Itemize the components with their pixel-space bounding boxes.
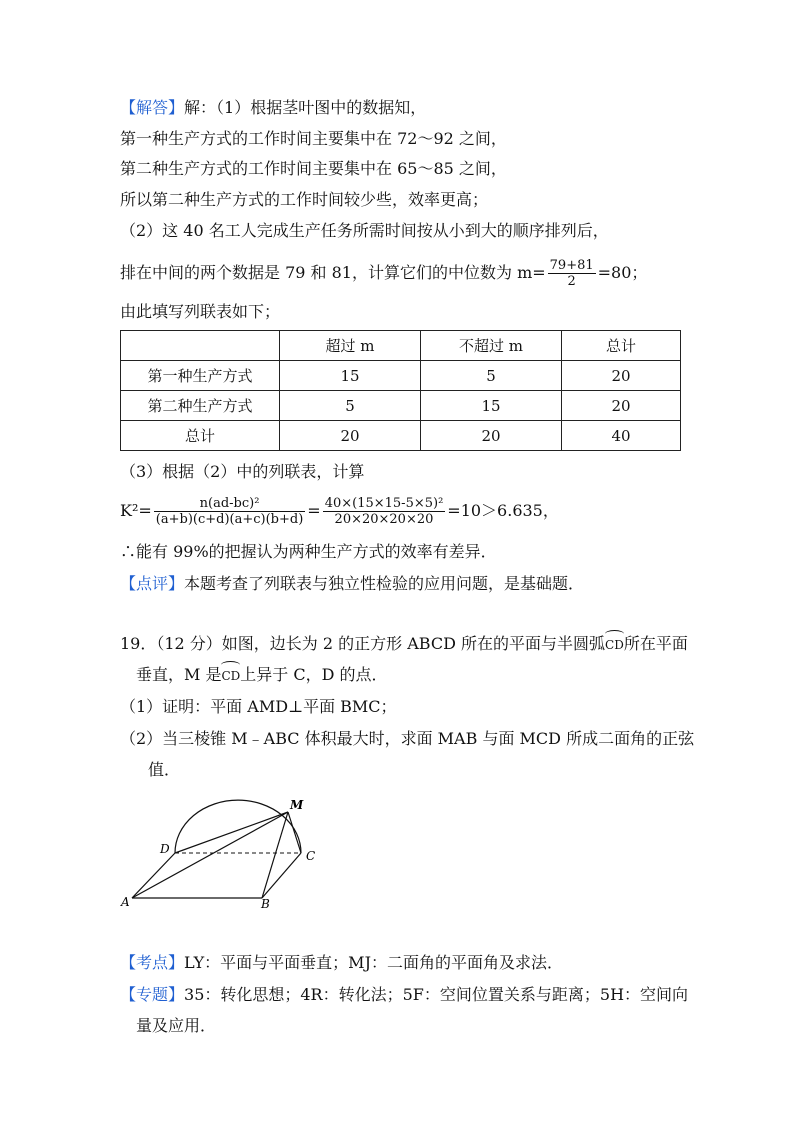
zhuanti-tag: 【专题】 xyxy=(120,985,185,1004)
table-cell: 15 xyxy=(421,391,562,421)
arc-cd-label-2: CD xyxy=(221,665,240,687)
problem-19-line-1 xyxy=(120,633,688,656)
arc-cd-label: CD xyxy=(605,634,624,656)
contingency-table xyxy=(120,330,681,451)
table-header-cell xyxy=(121,331,280,361)
k2-fraction-values xyxy=(323,496,446,527)
answer-line-3: 第二种生产方式的工作时间主要集中在 65～85 之间， xyxy=(120,159,507,178)
table-row xyxy=(121,391,681,421)
problem-19-text: 19．（12 分）如图，边长为 2 的正方形 ABCD 所在的平面与半圆弧 xyxy=(120,634,606,653)
k2-label: K²= xyxy=(120,501,152,520)
problem-part-1: （1）证明：平面 AMD⊥平面 BMC； xyxy=(120,697,397,716)
table-header-cell: 总计 xyxy=(562,331,681,361)
label-a: A xyxy=(121,895,130,909)
comment-tag: 【点评】 xyxy=(120,574,185,593)
answer-line-9: ∴能有 99%的把握认为两种生产方式的效率有差异． xyxy=(120,542,497,561)
answer-intro: 解：（1）根据茎叶图中的数据知， xyxy=(184,98,427,117)
answer-line-7: 由此填写列联表如下； xyxy=(120,302,281,321)
label-m: M xyxy=(290,798,304,812)
answer-line-2: 第一种生产方式的工作时间主要集中在 72～92 之间， xyxy=(120,129,507,148)
k2-fraction-general xyxy=(154,496,306,527)
median-numerator: 79+81 xyxy=(549,258,594,273)
semicircle-arc xyxy=(175,800,301,853)
table-cell: 20 xyxy=(562,391,681,421)
table-cell: 40 xyxy=(562,421,681,451)
problem-part-2-cont: 值． xyxy=(148,760,181,779)
median-result: =80； xyxy=(597,263,648,282)
problem-19-line-2-end: 上异于 C，D 的点． xyxy=(240,665,388,684)
geometry-figure xyxy=(118,793,328,913)
comment-text: 本题考查了列联表与独立性检验的应用问题，是基础题． xyxy=(184,574,585,593)
answer-line-6 xyxy=(120,258,647,289)
table-cell: 第一种生产方式 xyxy=(121,361,280,391)
label-d: D xyxy=(160,842,170,856)
k2-numerator-general: n(ad-bc)² xyxy=(154,496,306,512)
answer-tag: 【解答】 xyxy=(120,98,185,117)
problem-19-text-end: 所在平面 xyxy=(623,634,688,653)
kaodian-text: LY：平面与平面垂直；MJ：二面角的平面角及求法． xyxy=(184,953,563,972)
edge-am xyxy=(132,812,288,898)
median-fraction xyxy=(548,258,596,289)
table-cell: 15 xyxy=(280,361,421,391)
edge-cm xyxy=(288,812,301,853)
edge-dm xyxy=(175,812,288,853)
table-cell: 20 xyxy=(562,361,681,391)
k2-denominator-values: 20×20×20×20 xyxy=(334,512,434,527)
answer-intro-line xyxy=(120,97,426,119)
problem-19-line-2-start: 垂直，M 是 xyxy=(136,665,222,684)
comment-line xyxy=(120,573,584,595)
zhuanti-line-2: 量及应用． xyxy=(136,1016,217,1035)
table-cell: 5 xyxy=(280,391,421,421)
k2-numerator-values: 40×(15×15-5×5)² xyxy=(324,496,444,511)
table-row xyxy=(121,361,681,391)
edge-bm xyxy=(262,812,288,898)
table-cell: 总计 xyxy=(121,421,280,451)
median-denominator: 2 xyxy=(567,274,576,289)
kaodian-tag: 【考点】 xyxy=(120,953,185,972)
table-cell: 20 xyxy=(421,421,562,451)
problem-19-line-2 xyxy=(136,664,388,687)
table-row xyxy=(121,421,681,451)
table-cell: 20 xyxy=(280,421,421,451)
kaodian-line xyxy=(120,952,563,974)
k2-denominator-general: (a+b)(c+d)(a+c)(b+d) xyxy=(155,512,304,527)
label-c: C xyxy=(306,849,316,863)
table-header-cell: 不超过 m xyxy=(421,331,562,361)
k2-result: =10＞6.635， xyxy=(447,501,559,520)
k2-formula xyxy=(120,496,559,527)
table-header-cell: 超过 m xyxy=(280,331,421,361)
edge-ad xyxy=(132,853,175,898)
edge-bc xyxy=(262,853,301,898)
k2-equals: = xyxy=(307,501,321,520)
problem-part-2: （2）当三棱锥 M﹣ABC 体积最大时，求面 MAB 与面 MCD 所成二面角的正弦 xyxy=(120,729,695,748)
table-cell: 第二种生产方式 xyxy=(121,391,280,421)
zhuanti-line xyxy=(120,984,688,1006)
table-header-row xyxy=(121,331,681,361)
label-b: B xyxy=(261,897,270,911)
answer-line-8: （3）根据（2）中的列联表，计算 xyxy=(120,462,365,481)
median-text: 排在中间的两个数据是 79 和 81，计算它们的中位数为 m= xyxy=(120,263,546,282)
answer-line-4: 所以第二种生产方式的工作时间较少些，效率更高； xyxy=(120,190,489,209)
zhuanti-text: 35：转化思想；4R：转化法；5F：空间位置关系与距离；5H：空间向 xyxy=(184,985,689,1004)
table-cell: 5 xyxy=(421,361,562,391)
answer-line-5: （2）这 40 名工人完成生产任务所需时间按从小到大的顺序排列后， xyxy=(120,221,609,240)
